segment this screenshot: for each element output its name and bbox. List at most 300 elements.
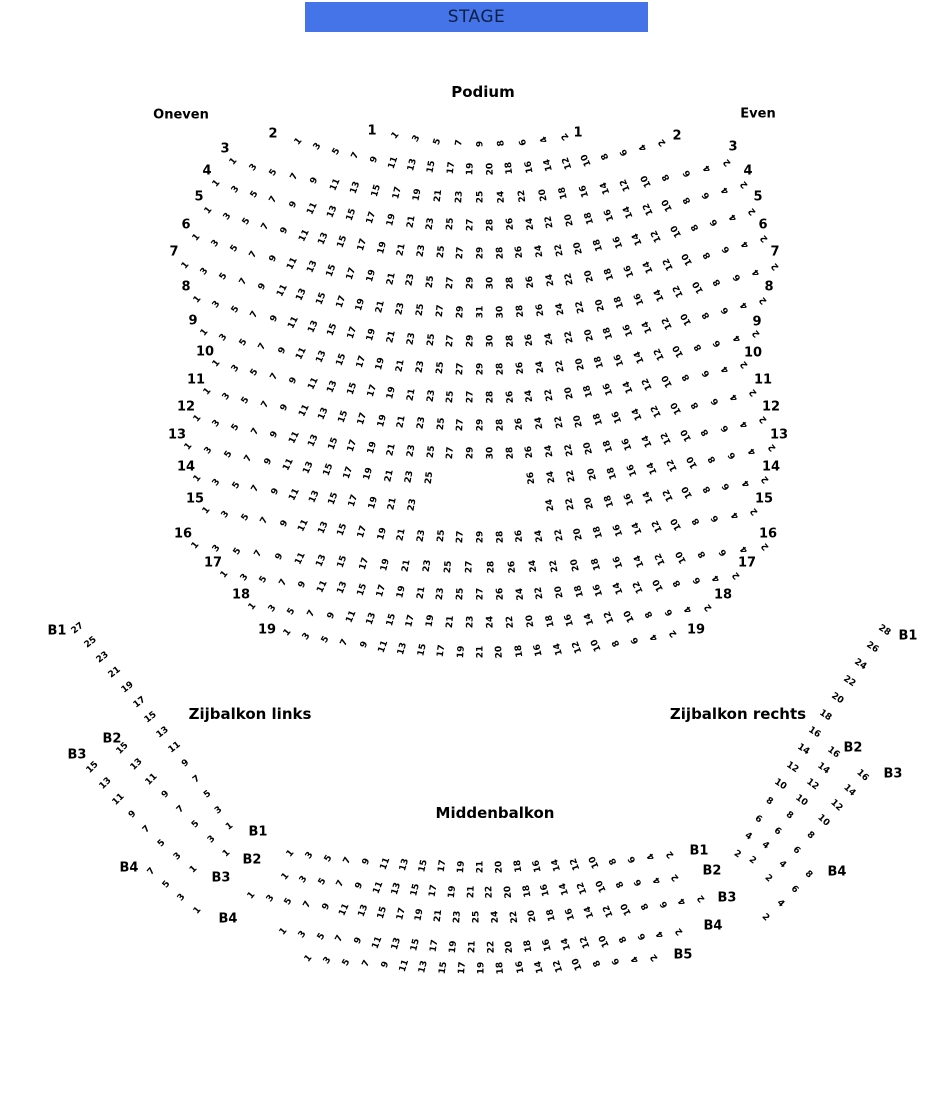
- seat-8-19[interactable]: 19: [365, 327, 379, 343]
- seat-9-29[interactable]: 29: [475, 362, 486, 376]
- seat-10-24[interactable]: 24: [524, 389, 536, 403]
- seat-13-15[interactable]: 15: [321, 462, 336, 478]
- seat-12-8[interactable]: 8: [699, 426, 712, 438]
- seat-6-15[interactable]: 15: [324, 263, 339, 279]
- seat-17-18[interactable]: 18: [572, 583, 586, 599]
- seat-B5-8[interactable]: 8: [591, 958, 603, 969]
- seat-12-26[interactable]: 26: [524, 445, 536, 459]
- seat-7-17[interactable]: 17: [334, 294, 348, 310]
- seat-B5-1[interactable]: 1: [302, 953, 315, 965]
- seat-18-24[interactable]: 24: [485, 615, 496, 629]
- seat-11-28[interactable]: 28: [494, 418, 506, 432]
- seat-17-25[interactable]: 25: [455, 587, 467, 601]
- seat-15-20[interactable]: 20: [572, 526, 586, 542]
- seat-11-26[interactable]: 26: [514, 417, 526, 432]
- seat-B2-10[interactable]: 10: [594, 878, 609, 895]
- seat-7-11[interactable]: 11: [274, 283, 290, 300]
- seat-B2-12[interactable]: 12: [804, 777, 821, 793]
- seat-8-5[interactable]: 5: [229, 304, 242, 316]
- seat-10-20[interactable]: 20: [563, 386, 576, 401]
- seat-14-6[interactable]: 6: [720, 481, 733, 492]
- seat-7-19[interactable]: 19: [354, 297, 368, 312]
- seat-B3-15[interactable]: 15: [84, 759, 101, 776]
- seat-B3-16[interactable]: 16: [854, 767, 871, 784]
- seat-12-18[interactable]: 18: [601, 438, 616, 454]
- seat-4-20[interactable]: 20: [563, 213, 577, 228]
- seat-5-27[interactable]: 27: [455, 246, 467, 260]
- seat-B3-13[interactable]: 13: [356, 903, 371, 919]
- seat-9-24[interactable]: 24: [534, 360, 547, 375]
- seat-9-18[interactable]: 18: [593, 355, 607, 370]
- seat-B2-3[interactable]: 3: [205, 833, 217, 846]
- seat-18-2[interactable]: 2: [702, 601, 715, 613]
- seat-14-21[interactable]: 21: [386, 496, 400, 512]
- seat-B4-5[interactable]: 5: [160, 879, 173, 891]
- seat-6-27[interactable]: 27: [445, 275, 457, 290]
- seat-B4-12[interactable]: 12: [578, 935, 593, 951]
- seat-12-6[interactable]: 6: [719, 422, 732, 434]
- seat-9-27[interactable]: 27: [455, 362, 466, 376]
- seat-8-25[interactable]: 25: [425, 332, 437, 347]
- seat-18-4[interactable]: 4: [682, 604, 695, 616]
- seat-7-9[interactable]: 9: [256, 281, 269, 293]
- seat-11-12[interactable]: 12: [649, 403, 665, 420]
- seat-13-2[interactable]: 2: [766, 441, 779, 453]
- seat-17-16[interactable]: 16: [592, 582, 606, 598]
- seat-9-5[interactable]: 5: [237, 336, 250, 348]
- seat-19-20[interactable]: 20: [494, 645, 506, 659]
- seat-16-19[interactable]: 19: [378, 557, 392, 572]
- seat-6-11[interactable]: 11: [285, 255, 300, 272]
- seat-1-8[interactable]: 8: [496, 139, 508, 148]
- seat-17-10[interactable]: 10: [650, 577, 666, 593]
- seat-15-1[interactable]: 1: [200, 505, 213, 517]
- seat-4-26[interactable]: 26: [504, 217, 516, 232]
- seat-B2-16[interactable]: 16: [825, 744, 842, 761]
- seat-12-21[interactable]: 21: [385, 442, 399, 457]
- seat-16-22[interactable]: 22: [548, 558, 561, 573]
- seat-2-4[interactable]: 4: [638, 142, 650, 154]
- seat-B3-2[interactable]: 2: [762, 872, 775, 885]
- seat-19-19[interactable]: 19: [455, 645, 467, 659]
- seat-B3-15[interactable]: 15: [375, 905, 389, 921]
- seat-B2-6[interactable]: 6: [771, 825, 783, 838]
- seat-8-1[interactable]: 1: [191, 294, 204, 306]
- seat-17-27[interactable]: 27: [475, 587, 486, 601]
- seat-17-7[interactable]: 7: [277, 577, 290, 588]
- seat-B1-12[interactable]: 12: [783, 759, 800, 775]
- seat-13-5[interactable]: 5: [222, 449, 235, 461]
- seat-14-8[interactable]: 8: [701, 484, 714, 495]
- seat-17-8[interactable]: 8: [671, 577, 684, 589]
- seat-B1-12[interactable]: 12: [568, 856, 583, 872]
- seat-18-3[interactable]: 3: [266, 603, 279, 615]
- seat-B4-7[interactable]: 7: [333, 934, 346, 945]
- seat-B4-4[interactable]: 4: [654, 928, 667, 940]
- seat-10-25[interactable]: 25: [445, 389, 457, 404]
- seat-B1-28[interactable]: 28: [876, 622, 893, 639]
- seat-15-24[interactable]: 24: [533, 528, 546, 543]
- seat-15-23[interactable]: 23: [415, 528, 428, 543]
- seat-16-23[interactable]: 23: [421, 559, 434, 574]
- seat-12-2[interactable]: 2: [757, 413, 770, 425]
- seat-B2-19[interactable]: 19: [446, 884, 459, 899]
- seat-B3-2[interactable]: 2: [695, 892, 708, 904]
- seat-18-7[interactable]: 7: [305, 608, 318, 619]
- seat-B1-22[interactable]: 22: [840, 673, 857, 689]
- seat-7-21[interactable]: 21: [374, 299, 388, 314]
- seat-4-22[interactable]: 22: [543, 215, 557, 230]
- seat-B4-3[interactable]: 3: [296, 928, 309, 940]
- seat-12-9[interactable]: 9: [268, 429, 281, 441]
- seat-16-3[interactable]: 3: [210, 543, 223, 555]
- seat-13-6[interactable]: 6: [726, 450, 739, 461]
- seat-B5-17[interactable]: 17: [456, 961, 468, 975]
- seat-B1-23[interactable]: 23: [94, 649, 111, 666]
- seat-7-3[interactable]: 3: [198, 266, 211, 278]
- seat-19-10[interactable]: 10: [589, 637, 604, 654]
- seat-15-22[interactable]: 22: [553, 527, 566, 543]
- seat-6-5[interactable]: 5: [228, 243, 241, 255]
- seat-6-6[interactable]: 6: [720, 244, 733, 256]
- seat-B2-1[interactable]: 1: [220, 847, 233, 860]
- seat-B1-17[interactable]: 17: [436, 859, 449, 874]
- seat-11-11[interactable]: 11: [296, 403, 312, 419]
- seat-16-8[interactable]: 8: [696, 549, 709, 560]
- seat-19-2[interactable]: 2: [667, 627, 680, 639]
- seat-12-14[interactable]: 14: [640, 433, 655, 450]
- seat-B4-6[interactable]: 6: [788, 883, 801, 896]
- seat-10-17[interactable]: 17: [365, 383, 379, 399]
- seat-19-13[interactable]: 13: [396, 641, 410, 657]
- seat-5-15[interactable]: 15: [336, 234, 350, 250]
- seat-8-23[interactable]: 23: [405, 331, 418, 346]
- seat-8-30[interactable]: 30: [485, 334, 496, 348]
- seat-3-10[interactable]: 10: [639, 173, 654, 190]
- seat-B1-13[interactable]: 13: [154, 724, 171, 741]
- seat-19-16[interactable]: 16: [532, 643, 545, 658]
- seat-13-19[interactable]: 19: [362, 466, 376, 482]
- seat-B1-3[interactable]: 3: [213, 804, 225, 817]
- seat-6-1[interactable]: 1: [190, 232, 203, 244]
- seat-B1-10[interactable]: 10: [587, 854, 602, 871]
- seat-14-18[interactable]: 18: [602, 493, 617, 509]
- seat-17-3[interactable]: 3: [238, 571, 251, 584]
- seat-11-27[interactable]: 27: [455, 418, 467, 432]
- seat-17-11[interactable]: 11: [315, 578, 330, 595]
- seat-B1-8[interactable]: 8: [764, 795, 776, 808]
- seat-16-14[interactable]: 14: [632, 552, 647, 569]
- seat-5-22[interactable]: 22: [553, 242, 566, 257]
- seat-B1-9[interactable]: 9: [180, 757, 192, 770]
- seat-13-24[interactable]: 24: [545, 470, 558, 485]
- seat-9-11[interactable]: 11: [294, 346, 310, 362]
- seat-15-26[interactable]: 26: [514, 529, 526, 544]
- seat-B4-18[interactable]: 18: [522, 939, 535, 954]
- seat-18-23[interactable]: 23: [465, 615, 476, 629]
- seat-12-20[interactable]: 20: [582, 440, 596, 456]
- seat-6-25[interactable]: 25: [425, 274, 437, 289]
- seat-4-1[interactable]: 1: [210, 178, 223, 190]
- seat-13-14[interactable]: 14: [645, 460, 660, 476]
- seat-12-22[interactable]: 22: [562, 442, 576, 458]
- seat-3-14[interactable]: 14: [598, 180, 613, 196]
- seat-11-5[interactable]: 5: [240, 395, 252, 406]
- seat-10-5[interactable]: 5: [249, 367, 261, 379]
- seat-4-3[interactable]: 3: [229, 183, 242, 196]
- seat-3-16[interactable]: 16: [577, 183, 592, 199]
- seat-B2-13[interactable]: 13: [390, 881, 404, 897]
- seat-3-4[interactable]: 4: [701, 162, 714, 174]
- seat-12-17[interactable]: 17: [345, 438, 360, 454]
- seat-6-17[interactable]: 17: [344, 266, 359, 282]
- seat-B4-20[interactable]: 20: [504, 939, 516, 954]
- seat-19-21[interactable]: 21: [475, 645, 486, 659]
- seat-17-6[interactable]: 6: [691, 575, 704, 587]
- seat-10-19[interactable]: 19: [385, 385, 399, 401]
- seat-4-27[interactable]: 27: [465, 218, 476, 232]
- seat-5-7[interactable]: 7: [259, 221, 272, 233]
- seat-B5-10[interactable]: 10: [570, 956, 585, 973]
- seat-19-12[interactable]: 12: [570, 639, 585, 656]
- seat-B2-8[interactable]: 8: [783, 810, 795, 822]
- seat-3-11[interactable]: 11: [328, 177, 343, 193]
- seat-3-8[interactable]: 8: [660, 172, 673, 183]
- seat-11-16[interactable]: 16: [611, 409, 625, 425]
- seat-17-4[interactable]: 4: [711, 572, 723, 584]
- seat-B2-12[interactable]: 12: [576, 880, 590, 896]
- seat-B1-25[interactable]: 25: [82, 635, 99, 651]
- seat-13-9[interactable]: 9: [262, 456, 275, 468]
- seat-8-18[interactable]: 18: [602, 325, 616, 341]
- seat-7-31[interactable]: 31: [475, 305, 486, 319]
- seat-11-9[interactable]: 9: [278, 402, 291, 414]
- seat-11-23[interactable]: 23: [415, 416, 428, 431]
- seat-B4-22[interactable]: 22: [485, 940, 497, 954]
- seat-B4-11[interactable]: 11: [370, 935, 385, 951]
- seat-B3-17[interactable]: 17: [394, 907, 408, 922]
- seat-16-11[interactable]: 11: [293, 550, 308, 567]
- seat-4-18[interactable]: 18: [582, 210, 597, 226]
- seat-14-16[interactable]: 16: [622, 492, 637, 508]
- seat-B4-1[interactable]: 1: [191, 905, 204, 917]
- seat-B2-16[interactable]: 16: [539, 883, 553, 898]
- seat-3-5[interactable]: 5: [268, 167, 280, 178]
- seat-B3-10[interactable]: 10: [619, 901, 635, 917]
- seat-B1-10[interactable]: 10: [772, 776, 789, 793]
- seat-19-5[interactable]: 5: [319, 634, 332, 645]
- seat-B3-8[interactable]: 8: [804, 829, 816, 842]
- seat-14-5[interactable]: 5: [230, 480, 243, 492]
- seat-8-29[interactable]: 29: [465, 334, 476, 348]
- seat-6-16[interactable]: 16: [622, 263, 637, 279]
- seat-11-10[interactable]: 10: [669, 400, 684, 417]
- seat-19-8[interactable]: 8: [610, 637, 622, 649]
- seat-6-9[interactable]: 9: [267, 253, 280, 265]
- seat-2-20[interactable]: 20: [484, 162, 496, 176]
- seat-B2-18[interactable]: 18: [521, 884, 534, 899]
- seat-13-17[interactable]: 17: [342, 464, 356, 480]
- seat-12-23[interactable]: 23: [405, 443, 418, 458]
- seat-B5-9[interactable]: 9: [379, 960, 392, 971]
- seat-10-7[interactable]: 7: [268, 371, 281, 382]
- seat-8-10[interactable]: 10: [679, 311, 695, 328]
- seat-B5-12[interactable]: 12: [551, 958, 566, 974]
- seat-1-2[interactable]: 2: [559, 130, 572, 142]
- seat-B1-1[interactable]: 1: [224, 820, 236, 833]
- seat-B2-15[interactable]: 15: [114, 740, 131, 757]
- seat-8-12[interactable]: 12: [660, 315, 675, 332]
- seat-12-12[interactable]: 12: [659, 430, 675, 447]
- seat-13-16[interactable]: 16: [625, 462, 640, 479]
- seat-15-11[interactable]: 11: [296, 518, 312, 534]
- seat-B1-2[interactable]: 2: [664, 848, 677, 860]
- seat-B3-23[interactable]: 23: [452, 910, 463, 924]
- seat-16-10[interactable]: 10: [674, 548, 689, 565]
- seat-6-4[interactable]: 4: [739, 238, 752, 250]
- seat-B3-4[interactable]: 4: [677, 895, 689, 907]
- seat-B2-21[interactable]: 21: [465, 885, 477, 899]
- seat-17-21[interactable]: 21: [415, 585, 428, 600]
- seat-2-15[interactable]: 15: [425, 159, 439, 175]
- seat-B3-12[interactable]: 12: [828, 798, 845, 814]
- seat-B1-16[interactable]: 16: [531, 858, 544, 874]
- seat-B1-17[interactable]: 17: [131, 694, 148, 711]
- seat-B1-18[interactable]: 18: [512, 859, 525, 874]
- seat-17-22[interactable]: 22: [533, 586, 546, 601]
- seat-2-6[interactable]: 6: [619, 147, 631, 158]
- seat-B4-1[interactable]: 1: [277, 926, 290, 938]
- seat-B2-2[interactable]: 2: [669, 871, 682, 883]
- seat-5-12[interactable]: 12: [649, 227, 665, 244]
- seat-11-2[interactable]: 2: [747, 386, 760, 398]
- seat-5-23[interactable]: 23: [415, 244, 428, 258]
- seat-B5-19[interactable]: 19: [476, 961, 487, 975]
- seat-16-12[interactable]: 12: [653, 551, 668, 567]
- seat-19-17[interactable]: 17: [435, 644, 448, 659]
- seat-1-9[interactable]: 9: [475, 140, 486, 148]
- seat-15-8[interactable]: 8: [690, 515, 703, 527]
- seat-3-25[interactable]: 25: [475, 190, 486, 204]
- seat-13-7[interactable]: 7: [242, 453, 255, 464]
- seat-6-24[interactable]: 24: [544, 273, 557, 288]
- seat-7-1[interactable]: 1: [179, 260, 192, 272]
- seat-8-9[interactable]: 9: [268, 314, 281, 325]
- seat-2-14[interactable]: 14: [541, 158, 555, 173]
- seat-8-7[interactable]: 7: [249, 309, 261, 321]
- seat-14-19[interactable]: 19: [366, 495, 380, 511]
- seat-18-6[interactable]: 6: [663, 606, 675, 618]
- seat-B1-2[interactable]: 2: [731, 848, 743, 861]
- seat-B2-17[interactable]: 17: [427, 884, 440, 899]
- seat-11-8[interactable]: 8: [689, 399, 702, 411]
- seat-14-20[interactable]: 20: [583, 495, 597, 511]
- seat-2-19[interactable]: 19: [465, 162, 477, 176]
- seat-4-14[interactable]: 14: [621, 204, 636, 221]
- seat-14-23[interactable]: 23: [406, 498, 419, 513]
- seat-B1-13[interactable]: 13: [397, 857, 411, 873]
- seat-B4-9[interactable]: 9: [352, 936, 365, 947]
- seat-16-27[interactable]: 27: [464, 560, 476, 574]
- seat-5-20[interactable]: 20: [572, 240, 586, 256]
- seat-13-12[interactable]: 12: [665, 457, 680, 474]
- seat-B2-22[interactable]: 22: [484, 885, 496, 899]
- seat-B3-1[interactable]: 1: [245, 890, 258, 902]
- seat-13-23[interactable]: 23: [403, 470, 416, 485]
- seat-14-14[interactable]: 14: [641, 489, 656, 506]
- seat-3-13[interactable]: 13: [348, 180, 363, 196]
- seat-16-13[interactable]: 13: [314, 552, 329, 569]
- seat-12-30[interactable]: 30: [485, 446, 496, 460]
- seat-9-14[interactable]: 14: [632, 349, 647, 366]
- seat-16-7[interactable]: 7: [252, 548, 265, 560]
- seat-6-7[interactable]: 7: [248, 249, 260, 260]
- seat-18-21[interactable]: 21: [445, 614, 457, 629]
- seat-B4-2[interactable]: 2: [759, 911, 772, 924]
- seat-11-3[interactable]: 3: [220, 390, 233, 402]
- seat-8-16[interactable]: 16: [621, 322, 636, 338]
- seat-10-14[interactable]: 14: [621, 379, 636, 395]
- seat-13-22[interactable]: 22: [565, 468, 579, 484]
- seat-2-10[interactable]: 10: [579, 152, 594, 168]
- seat-10-8[interactable]: 8: [680, 371, 693, 383]
- seat-10-27[interactable]: 27: [465, 390, 476, 404]
- seat-18-12[interactable]: 12: [602, 609, 617, 626]
- seat-12-5[interactable]: 5: [230, 421, 242, 433]
- seat-6-14[interactable]: 14: [641, 259, 656, 276]
- seat-10-10[interactable]: 10: [659, 372, 675, 389]
- seat-B3-6[interactable]: 6: [658, 898, 671, 910]
- seat-B1-18[interactable]: 18: [817, 707, 834, 724]
- seat-B2-4[interactable]: 4: [759, 840, 771, 852]
- seat-B3-19[interactable]: 19: [413, 908, 426, 923]
- seat-B3-10[interactable]: 10: [815, 812, 832, 829]
- seat-B2-8[interactable]: 8: [614, 879, 626, 890]
- seat-4-7[interactable]: 7: [268, 194, 280, 206]
- seat-B5-7[interactable]: 7: [360, 958, 372, 970]
- seat-9-13[interactable]: 13: [314, 349, 329, 365]
- seat-B2-13[interactable]: 13: [128, 756, 145, 773]
- seat-15-29[interactable]: 29: [475, 530, 486, 544]
- seat-2-5[interactable]: 5: [330, 146, 342, 158]
- seat-11-17[interactable]: 17: [355, 411, 370, 427]
- seat-11-14[interactable]: 14: [630, 406, 645, 423]
- seat-7-2[interactable]: 2: [769, 260, 782, 272]
- seat-19-15[interactable]: 15: [416, 643, 429, 658]
- seat-12-29[interactable]: 29: [465, 446, 476, 460]
- seat-B1-15[interactable]: 15: [417, 858, 430, 873]
- seat-7-18[interactable]: 18: [613, 294, 627, 310]
- seat-1-3[interactable]: 3: [410, 134, 423, 145]
- seat-B1-26[interactable]: 26: [864, 639, 881, 656]
- seat-B3-20[interactable]: 20: [526, 909, 539, 924]
- seat-B3-14[interactable]: 14: [841, 782, 858, 799]
- seat-5-5[interactable]: 5: [240, 216, 253, 228]
- seat-16-4[interactable]: 4: [738, 543, 751, 555]
- seat-4-10[interactable]: 10: [660, 196, 676, 213]
- seat-B1-5[interactable]: 5: [202, 788, 214, 801]
- seat-B5-14[interactable]: 14: [533, 959, 546, 974]
- seat-8-13[interactable]: 13: [306, 318, 321, 335]
- seat-B2-2[interactable]: 2: [746, 854, 758, 867]
- seat-B3-8[interactable]: 8: [639, 901, 652, 912]
- seat-3-18[interactable]: 18: [557, 185, 571, 201]
- seat-B3-11[interactable]: 11: [337, 901, 352, 918]
- seat-7-28[interactable]: 28: [514, 304, 527, 318]
- seat-2-16[interactable]: 16: [522, 160, 536, 175]
- seat-9-9[interactable]: 9: [276, 345, 289, 356]
- seat-17-24[interactable]: 24: [514, 586, 526, 601]
